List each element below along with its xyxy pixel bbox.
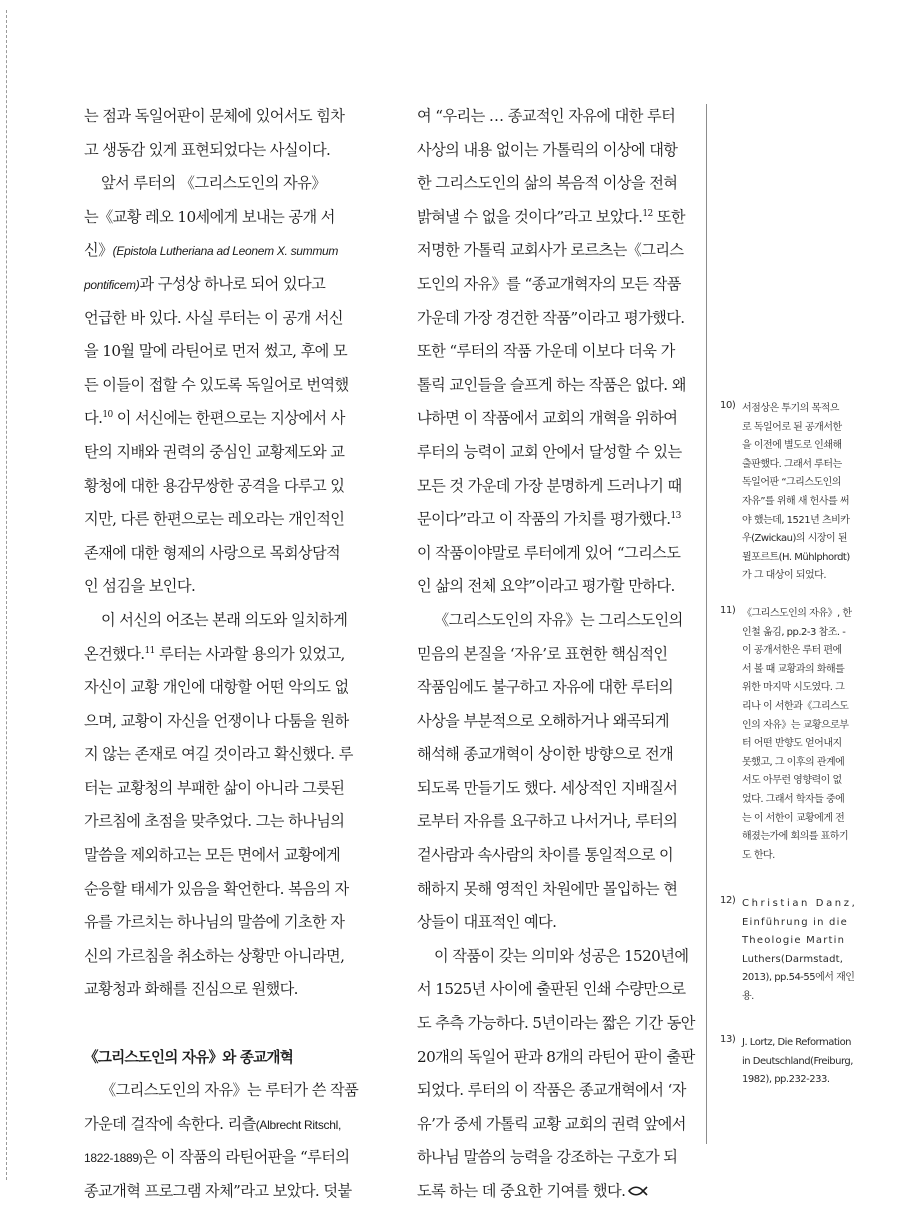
scan-edge-line [6,10,7,1180]
section-heading: 《그리스도인의 자유》와 종교개혁 [84,1048,294,1066]
text-line: 《그리스도인의 자유》는 그리스도인의 [434,610,683,629]
latin-title-text: (Epistola Lutheriana ad Leonem X. summum [112,244,339,259]
text-line: 여 “우리는 … 종교적인 자유에 대한 루터 [417,107,676,125]
text-line: 지만, 다른 한편으로는 레오라는 개인적인 [84,510,345,529]
text-span: 도록 하는 데 중요한 기여를 했다. [417,1182,626,1200]
footnote-line: 는 이 서한이 교황에게 전 [742,812,845,824]
fish-icon [628,1175,648,1209]
text-span: 또한 [652,207,685,226]
footnote-ref-13[interactable]: 13 [670,511,681,522]
footnote-number: 13) [720,1034,736,1045]
footnote-line: Theologie Martin [742,935,846,947]
text-line: 냐하면 이 작품에서 교회의 개혁을 위하여 [417,409,678,428]
text-line: 이 서신의 어조는 본래 의도와 일치하게 [101,610,348,629]
text-line: 든 이들이 접할 수 있도록 독일어로 번역했 [84,375,349,394]
text-line: 는《교황 레오 10세에게 보내는 공개 서 [84,207,335,226]
footnote-12 [720,895,890,1007]
text-line [84,234,406,268]
text-line: 이 작품이 갖는 의미와 성공은 1520년에 [434,946,689,965]
text-line: 도 추측 가능하다. 5년이라는 짧은 기간 동안 [417,1014,695,1033]
text-line: 해하지 못해 영적인 차원에만 몰입하는 현 [417,879,678,898]
text-line: 20개의 독일어 판과 8개의 라틴어 판이 출판 [417,1047,695,1066]
footnote-ref-12[interactable]: 12 [642,208,653,219]
text-line [84,1141,406,1175]
footnote-line: Luthers(Darmstadt, [742,953,844,965]
footnote-line: 을 이전에 별도로 인쇄해 [742,440,842,452]
text-line [417,1175,702,1209]
footnote-11 [720,605,890,865]
text-span: 이 서신에는 한편으로는 지상에서 사 [112,409,345,428]
text-line: 인 삶의 전체 요약”이라고 평가할 만하다. [417,577,675,596]
footnote-line: 우(Zwickau)의 시장이 된 [742,533,848,545]
latin-title-text: pontificem) [84,277,140,292]
text-line: 인 섬김을 보인다. [84,577,196,596]
text-line: 모든 것 가운데 가장 분명하게 드러나기 때 [417,476,682,495]
text-line: 언급한 바 있다. 사실 루터는 이 공개 서신 [84,308,343,327]
text-span: 가운데 걸작에 속한다. 리츨 [84,1114,256,1133]
latin-title [84,278,139,292]
text-line: 《그리스도인의 자유》는 루터가 쓴 작품 [101,1081,359,1100]
text-line: 해석해 종교개혁이 상이한 방향으로 전개 [417,745,674,764]
text-span: 신》 [84,241,113,260]
footnote-line: 2013), pp.54-55에서 재인 [742,972,855,984]
text-line: 겉사람과 속사람의 차이를 통일적으로 이 [417,846,674,865]
text-line: 하나님 말씀의 능력을 강조하는 구호가 되 [417,1148,678,1167]
text-line: 가운데 가장 경건한 작품”이라고 평가했다. [417,308,685,327]
text-line: 앞서 루터의 《그리스도인의 자유》 [101,174,326,193]
text-line: 상들이 대표적인 예다. [417,913,557,932]
text-line: 순응할 태세가 있음을 확언한다. 복음의 자 [84,879,349,898]
footnote-line: 서 볼 때 교황과의 화해를 [742,663,845,675]
text-line [84,638,406,672]
text-line: 되도록 만들기도 했다. 세상적인 지배질서 [417,778,678,797]
text-line: 유’가 중세 가톨릭 교황 교회의 권력 앞에서 [417,1114,686,1133]
text-line: 가르침에 초점을 맞추었다. 그는 하나님의 [84,812,345,831]
footnote-line: 용. [742,990,754,1002]
footnote-13 [720,1034,890,1090]
text-line: 저명한 가톨릭 교회사가 로르츠는《그리스 [417,241,684,260]
paragraph-gap [84,1007,406,1041]
footnote-line: 자유”를 위해 새 헌사를 써 [742,495,849,507]
middle-column [417,100,702,1209]
text-line [84,402,406,436]
footnote-line: 독일어판 “그리스도인의 [742,477,841,489]
text-line: 존재에 대한 형제의 사랑으로 목회상담적 [84,543,341,562]
text-line [417,201,702,235]
text-line: 황청에 대한 용감무쌍한 공격을 다루고 있 [84,476,345,495]
text-line: 탄의 지배와 권력의 중심인 교황제도와 교 [84,442,345,461]
footnote-line: 못했고, 그 이후의 관계에 [742,756,845,768]
text-line: 는 점과 독일어판이 문체에 있어서도 힘차 [84,107,345,125]
footnote-number: 11) [720,605,736,616]
text-line: 서 1525년 사이에 출판된 인쇄 수량만으로 [417,980,686,999]
footnote-line: 로 독일어로 된 공개서한 [742,421,842,433]
footnote-10 [720,400,890,586]
text-span: 문이다”라고 이 작품의 가치를 평가했다. [417,510,671,529]
footnote-line: 서점상은 투기의 목적으 [742,403,839,414]
latin-title [113,244,338,258]
footnote-line: 인철 옮김, pp.2-3 참조. - [742,626,846,638]
text-span: 과 구성상 하나로 되어 있다고 [139,274,326,293]
text-line: 신의 가르침을 취소하는 상황만 아니라면, [84,946,345,965]
footnote-line: 해졌는가에 회의를 표하기 [742,831,849,843]
column-divider [706,104,707,1144]
text-line: 되었다. 루터의 이 작품은 종교개혁에서 ‘자 [417,1081,686,1100]
footnote-line: Einführung in die [742,916,848,928]
text-line: 종교개혁 프로그램 자체”라고 보았다. 덧붙 [84,1182,352,1200]
text-line: 믿음의 본질을 ‘자유’로 표현한 핵심적인 [417,644,668,663]
footnote-line: 야 했는데, 1521년 츠비카 [742,514,850,526]
footnote-line: 이 공개서한은 루터 편에 [742,645,842,657]
text-line: 교황청과 화해를 진심으로 원했다. [84,980,298,999]
text-line: 지 않는 존재로 여길 것이라고 확신했다. 루 [84,745,353,764]
footnote-line: 1982), pp.232-233. [742,1074,830,1086]
footnote-line: 도 한다. [742,849,775,861]
left-column [84,100,406,1209]
text-line [84,1108,406,1142]
text-line: 을 10월 말에 라틴어로 먼저 썼고, 후에 모 [84,342,348,361]
text-line: 이 작품이야말로 루터에게 있어 “그리스도 [417,543,681,562]
footnote-ref-11[interactable]: 11 [144,645,155,656]
text-line: 유를 가르치는 하나님의 말씀에 기초한 자 [84,913,345,932]
footnote-line: 터 어떤 반향도 얻어내지 [742,738,842,750]
footnote-line: J. Lortz, Die Reformation [742,1037,852,1048]
footnote-line: 었다. 그래서 학자들 중에 [742,793,845,805]
text-line: 톨릭 교인들을 슬프게 하는 작품은 없다. 왜 [417,375,686,394]
text-line: 로부터 자유를 요구하고 나서거나, 루터의 [417,812,678,831]
text-span: 다. [84,409,103,428]
text-line: 루터의 능력이 교회 안에서 달성할 수 있는 [417,442,682,461]
text-line: 고 생동감 있게 표현되었다는 사실이다. [84,140,331,159]
latin-name: (Albrecht Ritschl, [255,1117,341,1132]
footnote-line: 위한 마지막 시도였다. 그 [742,682,845,694]
footnote-line: 출판했다. 그래서 루터는 [742,458,842,470]
text-line: 자신이 교황 개인에 대항할 어떤 악의도 없 [84,678,349,697]
text-line: 작품임에도 불구하고 자유에 대한 루터의 [417,678,674,697]
text-line: 으며, 교황이 자신을 언쟁이나 다툼을 원하 [84,711,349,730]
text-span: 온건했다. [84,644,145,663]
text-line: 한 그리스도인의 삶의 복음적 이상을 전혀 [417,174,678,193]
footnote-line: Christian Danz, [742,898,858,909]
latin-dates: 1822-1889) [84,1151,143,1166]
text-line [84,268,406,302]
text-line: 또한 “루터의 작품 가운데 이보다 더욱 가 [417,342,675,361]
footnote-number: 10) [720,400,736,411]
footnote-number: 12) [720,895,736,906]
footnote-line: 인의 자유》는 교황으로부 [742,719,849,731]
text-line [417,503,702,537]
footnote-ref-10[interactable]: 10 [102,410,113,421]
footnote-line: 뮐포르트(H. Mühlphordt) [742,551,850,563]
text-line: 사상의 내용 없이는 가톨릭의 이상에 대항 [417,140,678,159]
footnote-line: 서도 아무런 영향력이 없 [742,775,842,787]
text-span: 밝혀낼 수 없을 것이다”라고 보았다. [417,207,643,226]
text-span: 루터는 사과할 용의가 있었고, [154,644,345,663]
text-line: 도인의 자유》를 “종교개혁자의 모든 작품 [417,274,681,293]
text-span: 은 이 작품의 라틴어판을 “루터의 [142,1148,350,1167]
text-line: 말씀을 제외하고는 모든 면에서 교황에게 [84,846,341,865]
footnote-line: 가 그 대상이 되었다. [742,570,826,582]
text-line: 사상을 부분적으로 오해하거나 왜곡되게 [417,711,669,730]
text-line: 터는 교황청의 부패한 삶이 아니라 그릇된 [84,778,345,797]
footnote-line: 《그리스도인의 자유》, 한 [742,608,852,619]
footnote-line: 리나 이 서한과《그리스도 [742,700,849,712]
footnote-line: in Deutschland(Freiburg, [742,1055,853,1067]
